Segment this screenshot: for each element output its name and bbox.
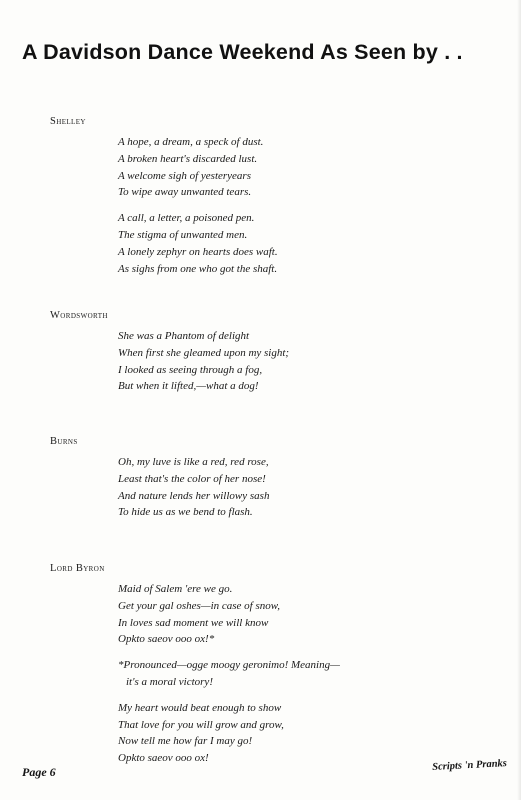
poet-name: Shelley (50, 116, 86, 127)
verse-line: Oh, my luve is like a red, red rose, (118, 456, 269, 468)
poem-verse (118, 134, 498, 277)
verse-line: Opkto saeov ooo ox!* (118, 633, 215, 646)
verse-line: Least that's the color of her nose! (118, 472, 266, 485)
footnote-line: it's a moral victory! (126, 675, 213, 688)
verse-line: My heart would beat enough to show (118, 701, 282, 714)
footnote (118, 657, 498, 691)
verse-line: But when it lifted,—what a dog! (118, 380, 259, 393)
poet-name: Wordsworth (50, 310, 108, 321)
poet-name: Lord Byron (50, 563, 105, 574)
verse-line: A broken heart's discarded lust. (118, 152, 258, 165)
verse-line: The stigma of unwanted men. (118, 228, 248, 241)
page-edge-shadow (517, 0, 521, 800)
verse-line: To wipe away unwanted tears. (118, 186, 252, 199)
verse-line: A welcome sigh of yesteryears (118, 169, 251, 182)
poem-verse (118, 454, 498, 521)
publication-name: Scripts 'n Pranks (432, 758, 508, 773)
verse-line: And nature lends her willowy sash (118, 489, 270, 502)
verse-line: When first she gleamed upon my sight; (118, 346, 290, 359)
verse-line: I looked as seeing through a fog, (118, 363, 263, 376)
verse-line: That love for you will grow and grow, (118, 718, 284, 731)
verse-line: Opkto saeov ooo ox! (118, 752, 209, 765)
verse-line: A lonely zephyr on hearts does waft. (118, 245, 278, 258)
verse-line: She was a Phantom of delight (118, 330, 250, 342)
page-number: Page 6 (22, 765, 56, 779)
verse-line: To hide us as we bend to flash. (118, 506, 253, 519)
verse-line: In loves sad moment we will know (118, 616, 269, 629)
verse-line: A hope, a dream, a speck of dust. (118, 136, 264, 148)
poem-verse (118, 581, 498, 767)
page-title: A Davidson Dance Weekend As Seen by . . (22, 40, 463, 64)
verse-line: As sighs from one who got the shaft. (118, 262, 278, 275)
verse-line: A call, a letter, a poisoned pen. (118, 212, 255, 225)
footnote-line: *Pronounced—ogge moogy geronimo! Meaning— (118, 659, 340, 672)
poet-name: Burns (50, 436, 78, 447)
verse-line: Now tell me how far I may go! (118, 735, 253, 748)
verse-line: Maid of Salem 'ere we go. (118, 583, 233, 595)
verse-line: Get your gal oshes—in case of snow, (118, 599, 281, 612)
poem-verse (118, 328, 498, 395)
